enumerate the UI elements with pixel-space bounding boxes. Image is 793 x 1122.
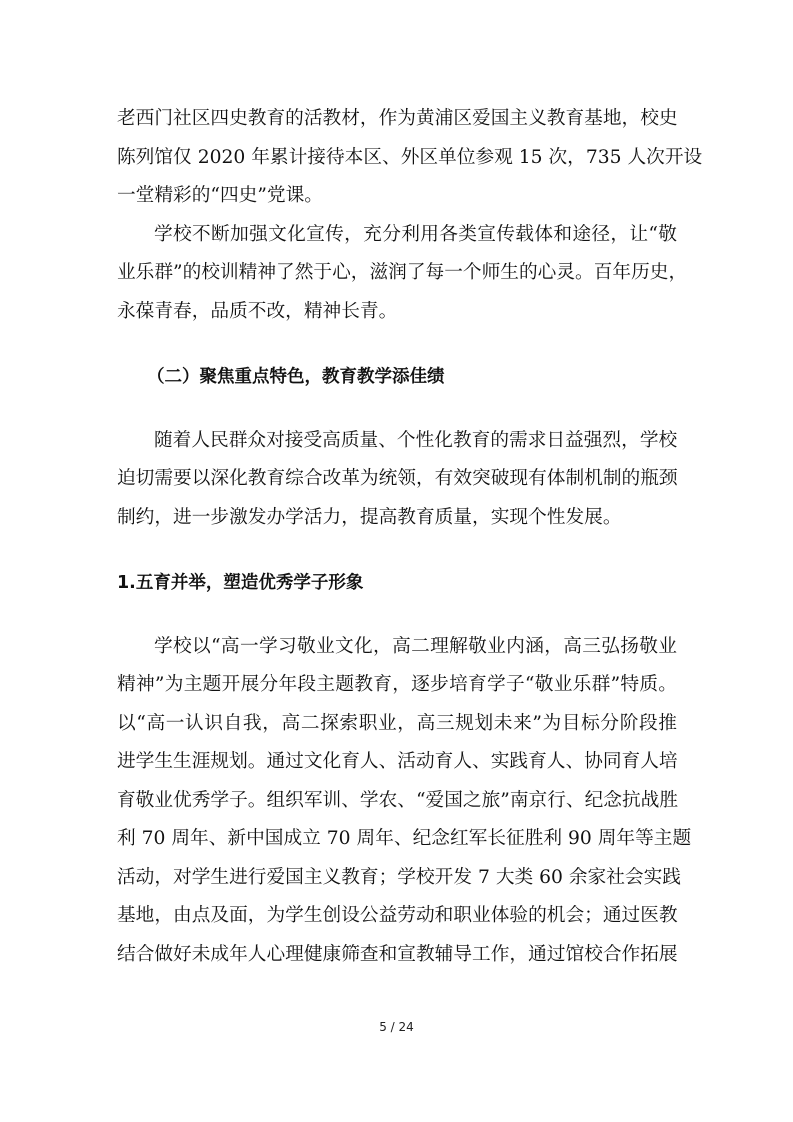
paragraph-line: 迫切需要以深化教育综合改革为统领，有效突破现有体制机制的瓶颈 [117, 468, 678, 489]
paragraph [117, 628, 692, 975]
paragraph-line: 永葆青春，品质不改，精神长青。 [117, 300, 398, 322]
paragraph-line: 育敬业优秀学子。组织军训、学农、“爱国之旅”南京行、纪念抗战胜 [117, 789, 679, 811]
paragraph-line: 学校以“高一学习敬业文化，高二理解敬业内涵，高三弘扬敬业 [154, 635, 677, 657]
paragraph-line: 基地，由点及面，为学生创设公益劳动和职业体验的机会；通过医教 [117, 905, 678, 926]
paragraph-line: 老西门社区四史教育的活教材，作为黄浦区爱国主义教育基地，校史 [117, 108, 678, 129]
paragraph-line: 活动，对学生进行爱国主义教育；学校开发 7 大类 60 余家社会实践 [117, 866, 681, 888]
paragraph-line: 以“高一认识自我，高二探索职业，高三规划未来”为目标分阶段推 [117, 712, 677, 734]
paragraph-line: 制约，进一步激发办学活力，提高教育质量，实现个性发展。 [117, 506, 622, 528]
paragraph [117, 422, 677, 538]
page-number: 5 / 24 [379, 1020, 414, 1034]
paragraph-line: 业乐群”的校训精神了然于心，滋润了每一个师生的心灵。百年历史， [117, 262, 688, 283]
paragraph-line: 随着人民群众对接受高质量、个性化教育的需求日益强烈，学校 [154, 429, 678, 451]
paragraph-line: 陈列馆仅 2020 年累计接待本区、外区单位参观 15 次，735 人次开设 [117, 146, 703, 168]
paragraph-line: 结合做好未成年人心理健康筛查和宣教辅导工作，通过馆校合作拓展 [117, 943, 678, 965]
document-body [117, 100, 703, 974]
paragraph-line: 进学生生涯规划。通过文化育人、活动育人、实践育人、协同育人培 [117, 751, 678, 772]
paragraph-line: 精神”为主题开展分年段主题教育，逐步培育学子“敬业乐群”特质。 [117, 674, 677, 695]
paragraph [117, 216, 688, 332]
paragraph-line: 一堂精彩的“四史”党课。 [117, 185, 323, 206]
paragraph-line: 学校不断加强文化宣传，充分利用各类宣传载体和途径，让“敬 [154, 223, 677, 245]
section-heading: （二）聚焦重点特色，教育教学添佳绩 [147, 367, 445, 387]
paragraph [117, 100, 703, 216]
subsection-heading: 1.五育并举，塑造优秀学子形象 [117, 573, 364, 593]
paragraph-line: 利 70 周年、新中国成立 70 周年、纪念红军长征胜利 90 周年等主题 [117, 828, 692, 849]
